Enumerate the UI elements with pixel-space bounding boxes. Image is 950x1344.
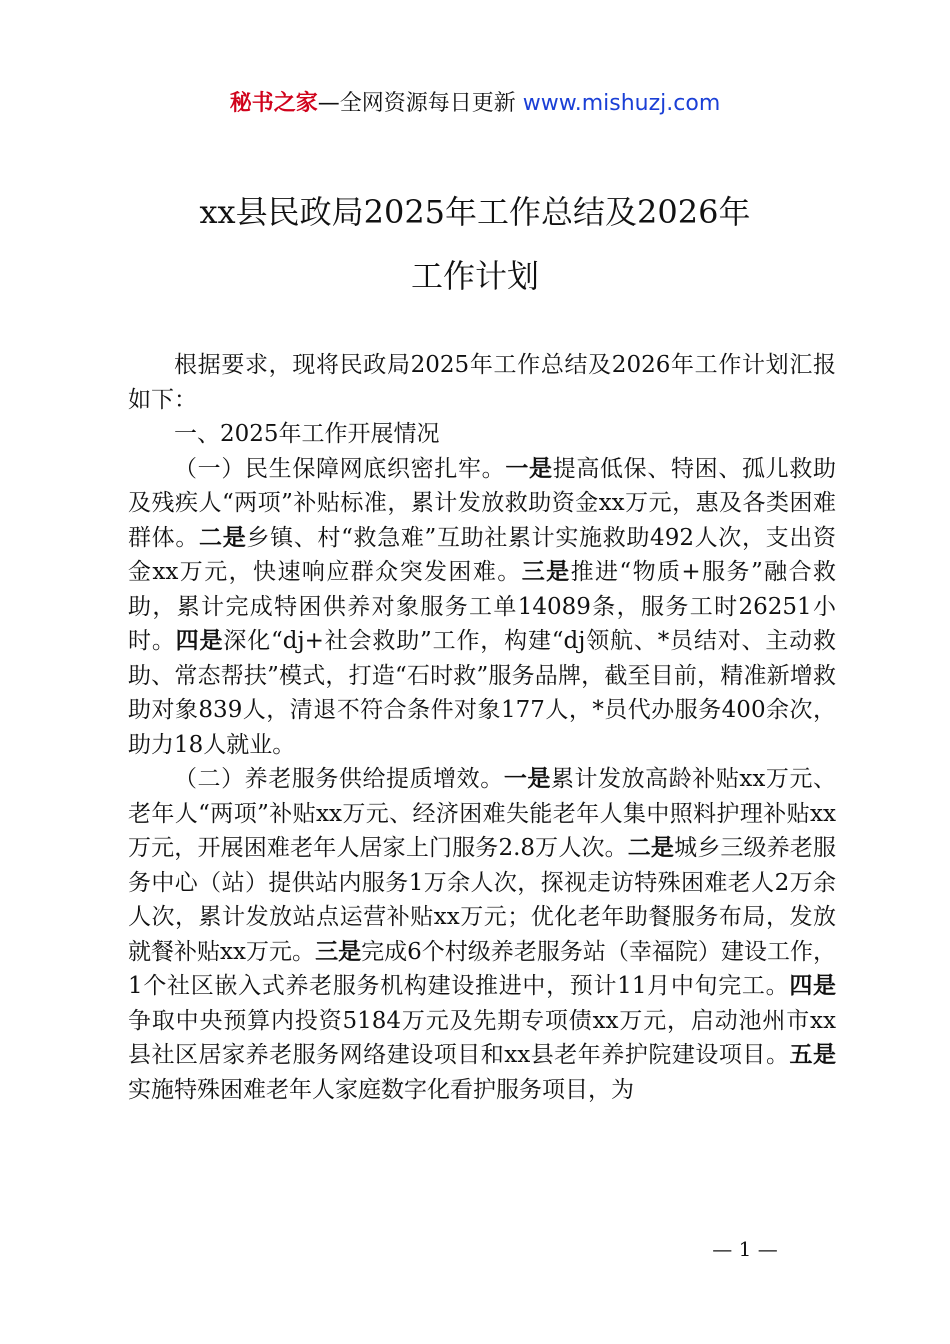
point-text: 完成6个村级养老服务站（幸福院）建设工作，1个社区嵌入式养老服务机构建设推进中，预计11月中旬完工。 [128, 938, 836, 999]
site-url-link[interactable]: www.mishuzj.com [522, 91, 721, 116]
point-label: 五是 [789, 1041, 837, 1068]
site-brand: 秘书之家 [229, 91, 318, 116]
point-label: 四是 [175, 627, 224, 654]
intro-paragraph: 根据要求，现将民政局2025年工作总结及2026年工作计划汇报如下： [128, 352, 836, 413]
section-heading: 一、2025年工作开展情况 [174, 421, 440, 447]
point-text: 乡镇、村“救急难”互助社累计实施救助492人次，支出资金xx万元，快速响应群众突发困难。 [128, 524, 837, 585]
point-text: 深化“dj+社会救助”工作，构建“dj领航、*员结对、主动救助、常态帮扶”模式，打造“石时救”服务品牌，截至目前，精准新增救助对象839人，清退不符合条件对象177人，*员代办服务400余次，助力18人就业。 [128, 628, 837, 758]
paragraph-heading: （二）养老服务供给提质增效。 [174, 766, 504, 792]
point-text: 城乡三级养老服务中心（站）提供站内服务1万余人次，探视走访特殊困难老人2万余人次，累计发放站点运营补贴xx万元；优化老年助餐服务布局，发放就餐补贴xx万元。 [128, 835, 837, 965]
point-label: 一是 [505, 454, 553, 482]
document-body [128, 348, 836, 1107]
document-title [60, 180, 890, 308]
point-text: 实施特殊困难老年人家庭数字化看护服务项目，为 [128, 1076, 634, 1103]
point-label: 三是 [521, 558, 571, 585]
title-line-1: xx县民政局2025年工作总结及2026年 [199, 193, 751, 231]
site-tagline: —全网资源每日更新 [317, 91, 516, 116]
page-number: — 1 — [712, 1237, 778, 1261]
point-label: 三是 [315, 937, 362, 965]
paragraph-livelihood [128, 452, 836, 763]
paragraph-heading: （一）民生保障网底织密扎牢。 [174, 455, 506, 482]
point-label: 二是 [199, 523, 247, 551]
site-header [0, 88, 950, 120]
point-label: 一是 [503, 765, 551, 792]
point-label: 四是 [789, 972, 837, 999]
point-text: 提高低保、特困、孤儿救助及残疾人“两项”补贴标准，累计发放救助资金xx万元，惠及各类困难群体。 [128, 455, 837, 551]
point-text: 推进“物质+服务”融合救助，累计完成特困供养对象服务工单14089条，服务工时26251小时。 [128, 559, 836, 654]
point-label: 二是 [627, 834, 675, 861]
point-text: 争取中央预算内投资5184万元及先期专项债xx万元，启动池州市xx县社区居家养老服务网络建设项目和xx县老年养护院建设项目。 [128, 1007, 836, 1068]
point-text: 累计发放高龄补贴xx万元、老年人“两项”补贴xx万元、经济困难失能老年人集中照料护理补贴xx万元，开展困难老年人居家上门服务2.8万人次。 [128, 766, 837, 861]
paragraph-elderly-care [128, 762, 836, 1107]
title-line-2: 工作计划 [410, 257, 539, 295]
